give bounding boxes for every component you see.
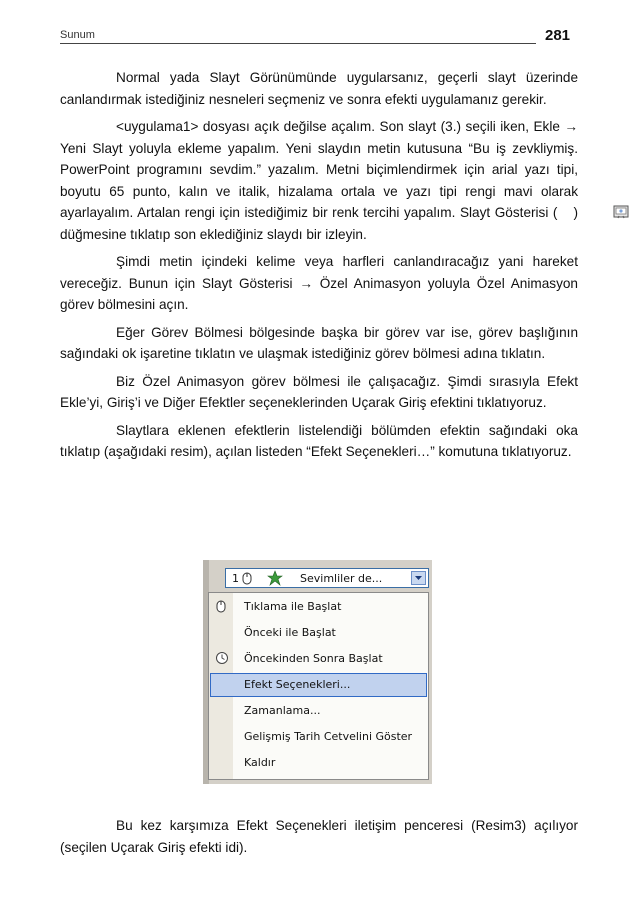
paragraph-2-part-1: <uygulama1> dosyası açık değilse açalım. Son slayt (3.) seçili iken, Ekle → Yeni Slayt yoluyla ekleme yapalım. Yeni slaydın metin kutusuna “Bu iş zevkliymiş. PowerPoint programını sevdim.” yazalım. Metni biçimlendirmek için arial yazı tipi, boyutu 65 punto, kalın ve italik, hizalama ortala ve yazı tipi rengi mavi olarak ayarlayalım. Artalan rengi için istediğimiz bir renk tercihi yapalım. Slayt Gösterisi ( bbox=[60, 119, 578, 220]
menu-item-effect-options[interactable] bbox=[210, 673, 427, 697]
effect-star-icon bbox=[266, 570, 284, 589]
menu-item-show-advanced-timeline[interactable] bbox=[210, 725, 427, 749]
menu-item-start-with-previous[interactable] bbox=[210, 621, 427, 645]
effect-menu-screenshot bbox=[203, 560, 432, 784]
menu-item-label: Önceki ile Başlat bbox=[244, 626, 336, 639]
menu-item-timing[interactable] bbox=[210, 699, 427, 723]
effect-name: Sevimliler de... bbox=[300, 572, 383, 585]
body-text bbox=[60, 67, 578, 469]
body-text-after-figure bbox=[60, 815, 578, 864]
menu-item-start-after-previous[interactable] bbox=[210, 647, 427, 671]
header-rule bbox=[60, 43, 536, 44]
clock-icon bbox=[215, 651, 229, 668]
paragraph-5: Biz Özel Animasyon görev bölmesi ile çalışacağız. Şimdi sırasıyla Efekt Ekle’yi, Giriş’i ve Diğer Efektler seçeneklerinden Uçarak Giriş efektini tıklatıyoruz. bbox=[60, 373, 578, 410]
menu-item-label: Öncekinden Sonra Başlat bbox=[244, 652, 383, 665]
paragraph-7: Bu kez karşımıza Efekt Seçenekleri iletişim penceresi (Resim3) açılıyor (seçilen Uçarak Giriş efekti idi). bbox=[60, 818, 578, 855]
paragraph-3: Şimdi metin içindeki kelime veya harfleri canlandıracağız yani hareket vereceğiz. Bunun için Slayt Gösterisi → Özel Animasyon yoluyla Özel Animasyon görev bölmesini açın. bbox=[60, 254, 578, 312]
effect-options-menu bbox=[208, 592, 429, 780]
effect-number: 1 bbox=[232, 572, 239, 585]
page-number: 281 bbox=[545, 27, 571, 44]
effect-combo-box[interactable] bbox=[225, 568, 429, 588]
menu-item-label: Efekt Seçenekleri... bbox=[244, 678, 351, 691]
menu-item-remove[interactable] bbox=[210, 751, 427, 775]
paragraph-6: Slaytlara eklenen efektlerin listelendiği bölümden efektin sağındaki oka tıklatıp (aşağıdaki resim), açılan listeden “Efekt Seçenekleri…” komutuna tıklatıyoruz. bbox=[60, 422, 578, 459]
slide-show-icon bbox=[557, 204, 573, 218]
menu-item-start-on-click[interactable] bbox=[210, 595, 427, 619]
paragraph-4: Eğer Görev Bölmesi bölgesinde başka bir görev var ise, görev başlığının sağındaki ok işaretine tıklatın ve ulaşmak istediğiniz görev bölmesi adına tıklatın. bbox=[60, 324, 578, 361]
mouse-icon bbox=[215, 599, 227, 617]
menu-item-label: Zamanlama... bbox=[244, 704, 321, 717]
menu-item-label: Kaldır bbox=[244, 756, 276, 769]
mouse-icon bbox=[242, 571, 252, 588]
paragraph-1: Normal yada Slayt Görünümünde uygularsanız, geçerli slayt üzerinde canlandırmak istediğiniz nesneleri seçmeniz ve sonra efekti uygulamanız gerekir. bbox=[60, 70, 578, 107]
paragraph-2 bbox=[60, 116, 578, 245]
menu-item-label: Tıklama ile Başlat bbox=[244, 600, 342, 613]
paragraph-2-part-2: ) düğmesine tıklatıp son eklediğiniz slaydı bir izleyin. bbox=[60, 205, 578, 242]
chevron-down-icon[interactable] bbox=[411, 571, 426, 585]
menu-item-label: Gelişmiş Tarih Cetvelini Göster bbox=[244, 730, 413, 743]
header-title: Sunum bbox=[60, 29, 95, 41]
